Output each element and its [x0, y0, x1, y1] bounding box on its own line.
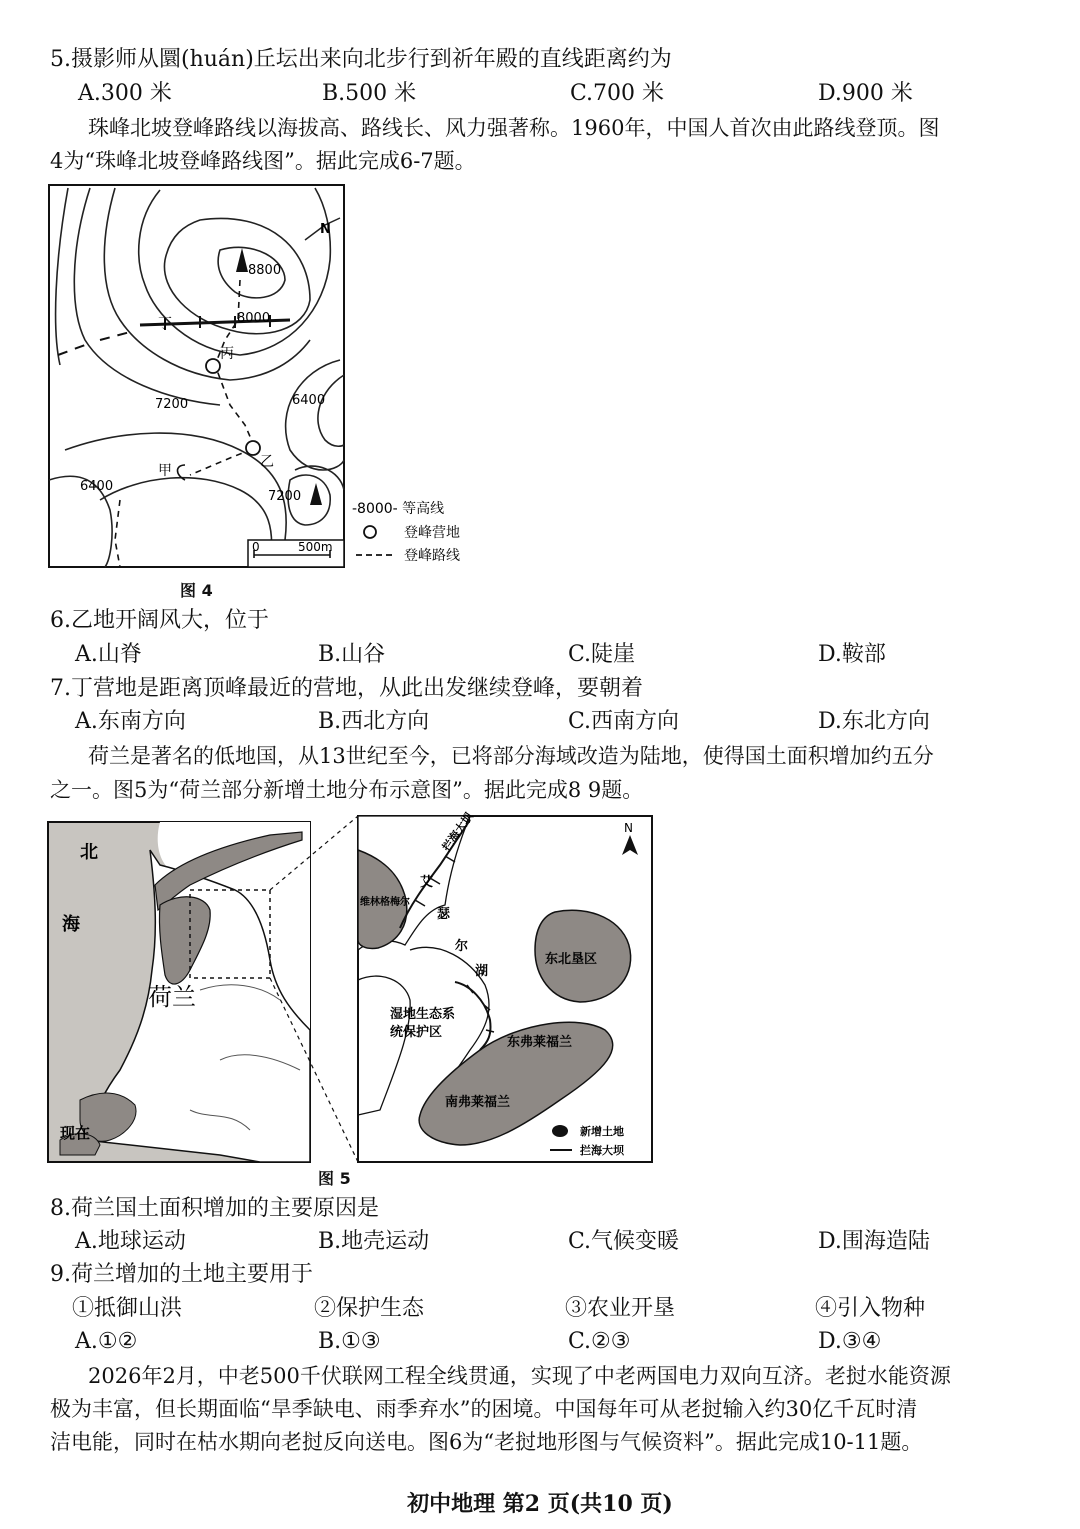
- passage3-line3: 洁电能，同时在枯水期向老挝反向送电。图6为“老挝地形图与气候资料”。据此完成10-11题。: [50, 1430, 923, 1454]
- point-bing: 丙: [220, 346, 234, 362]
- contour-label-7200-south: 7200: [268, 489, 302, 504]
- q7-option-d: D.东北方向: [818, 709, 930, 734]
- legend-new-land: 新增土地: [580, 1125, 624, 1138]
- wetland-label-1: 湿地生态系: [390, 1007, 456, 1022]
- north-label-fig5: N: [624, 821, 633, 835]
- legend-contour: -8000- 等高线: [352, 501, 445, 517]
- wetland-label-2: 统保护区: [390, 1025, 443, 1040]
- contour-label-8000: 8000: [237, 311, 271, 326]
- passage1-line1: 珠峰北坡登峰路线以海拔高、路线长、风力强著称。1960年，中国人首次由此路线登顶。图: [88, 116, 940, 140]
- q9-option-a: A.①②: [75, 1329, 138, 1354]
- q6-option-b: B.山谷: [318, 642, 386, 667]
- q9-option-d: D.③④: [818, 1329, 882, 1354]
- contour-label-7200: 7200: [155, 397, 189, 412]
- q7-option-b: B.西北方向: [318, 709, 430, 734]
- legend-camp: 登峰营地: [404, 525, 460, 541]
- north-label: N: [320, 222, 331, 237]
- legend-route: 登峰路线: [404, 548, 460, 564]
- netherlands-label: 荷兰: [148, 983, 196, 1011]
- dam-label: 拦海大坝: [439, 810, 476, 854]
- contour-label-8800: 8800: [248, 263, 282, 278]
- scale-length: 500m: [298, 540, 333, 554]
- q8-option-a: A.地球运动: [75, 1229, 186, 1254]
- lake-label-4: 湖: [475, 964, 489, 979]
- wieringermeer-label: 维林格梅尔: [360, 897, 410, 908]
- q7-option-c: C.西南方向: [568, 709, 680, 734]
- south-flevoland-label: 南弗莱福兰: [445, 1095, 511, 1110]
- q9-item-4: ④引入物种: [815, 1296, 926, 1321]
- point-jia: 甲: [158, 463, 172, 479]
- east-flevoland-label: 东弗莱福兰: [507, 1035, 573, 1050]
- north-sea-label-2: 海: [62, 914, 80, 935]
- q7-option-a: A.东南方向: [75, 709, 186, 734]
- page-footer: 初中地理 第2 页(共10 页): [407, 1491, 673, 1517]
- lake-label-2: 瑟: [437, 907, 451, 922]
- q6-stem: 6.乙地开阔风大，位于: [50, 608, 269, 633]
- northeast-polder-label: 东北垦区: [545, 952, 598, 967]
- figure-5-map: [40, 810, 660, 1170]
- q5-stem: 5.摄影师从圜(huán)丘坛出来向北步行到祈年殿的直线距离约为: [50, 47, 672, 72]
- passage1-line2: 4为“珠峰北坡登峰路线图”。据此完成6-7题。: [50, 149, 476, 173]
- passage3-line1: 2026年2月，中老500千伏联网工程全线贯通，实现了中老两国电力双向互济。老挝水能资源: [88, 1364, 951, 1388]
- q5-option-b: B.500 米: [322, 81, 417, 106]
- q9-stem: 9.荷兰增加的土地主要用于: [50, 1262, 313, 1287]
- scale-zero: 0: [252, 540, 260, 554]
- q5-option-c: C.700 米: [570, 81, 665, 106]
- q7-stem: 7.丁营地是距离顶峰最近的营地，从此出发继续登峰，要朝着: [50, 676, 643, 701]
- q8-option-b: B.地壳运动: [318, 1229, 430, 1254]
- q9-item-2: ②保护生态: [314, 1296, 425, 1321]
- q6-option-c: C.陡崖: [568, 642, 636, 667]
- point-yi: 乙: [260, 454, 274, 470]
- q9-option-b: B.①③: [318, 1329, 381, 1354]
- contour-label-6400-east: 6400: [292, 393, 326, 408]
- q6-option-d: D.鞍部: [818, 642, 886, 667]
- q8-stem: 8.荷兰国土面积增加的主要原因是: [50, 1196, 379, 1221]
- figure-4-map: [40, 180, 490, 600]
- q5-option-d: D.900 米: [818, 81, 913, 106]
- now-label: 现在: [60, 1124, 91, 1142]
- lake-label-3: 尔: [455, 939, 469, 954]
- passage2-line1: 荷兰是著名的低地国，从13世纪至今，已将部分海域改造为陆地，使得国土面积增加约五分: [88, 744, 934, 768]
- q5-option-a: A.300 米: [78, 81, 172, 106]
- point-ding: 丁: [158, 316, 172, 332]
- north-sea-label-1: 北: [80, 842, 98, 863]
- q9-option-c: C.②③: [568, 1329, 631, 1354]
- q8-option-d: D.围海造陆: [818, 1229, 930, 1254]
- contour-label-6400-west: 6400: [80, 479, 114, 494]
- passage2-line2: 之一。图5为“荷兰部分新增土地分布示意图”。据此完成8 9题。: [50, 778, 644, 802]
- passage3-line2: 极为丰富，但长期面临“旱季缺电、雨季弃水”的困境。中国每年可从老挝输入约30亿千瓦时清: [50, 1397, 918, 1421]
- lake-label-1: 艾: [420, 875, 434, 890]
- legend-dam: 拦海大坝: [580, 1144, 624, 1157]
- q6-option-a: A.山脊: [75, 642, 142, 667]
- figure-5-caption: 图 5: [318, 1169, 351, 1188]
- q9-item-1: ①抵御山洪: [72, 1296, 183, 1321]
- q8-option-c: C.气候变暖: [568, 1229, 680, 1254]
- figure-4-caption: 图 4: [180, 581, 213, 600]
- q9-item-3: ③农业开垦: [565, 1296, 676, 1321]
